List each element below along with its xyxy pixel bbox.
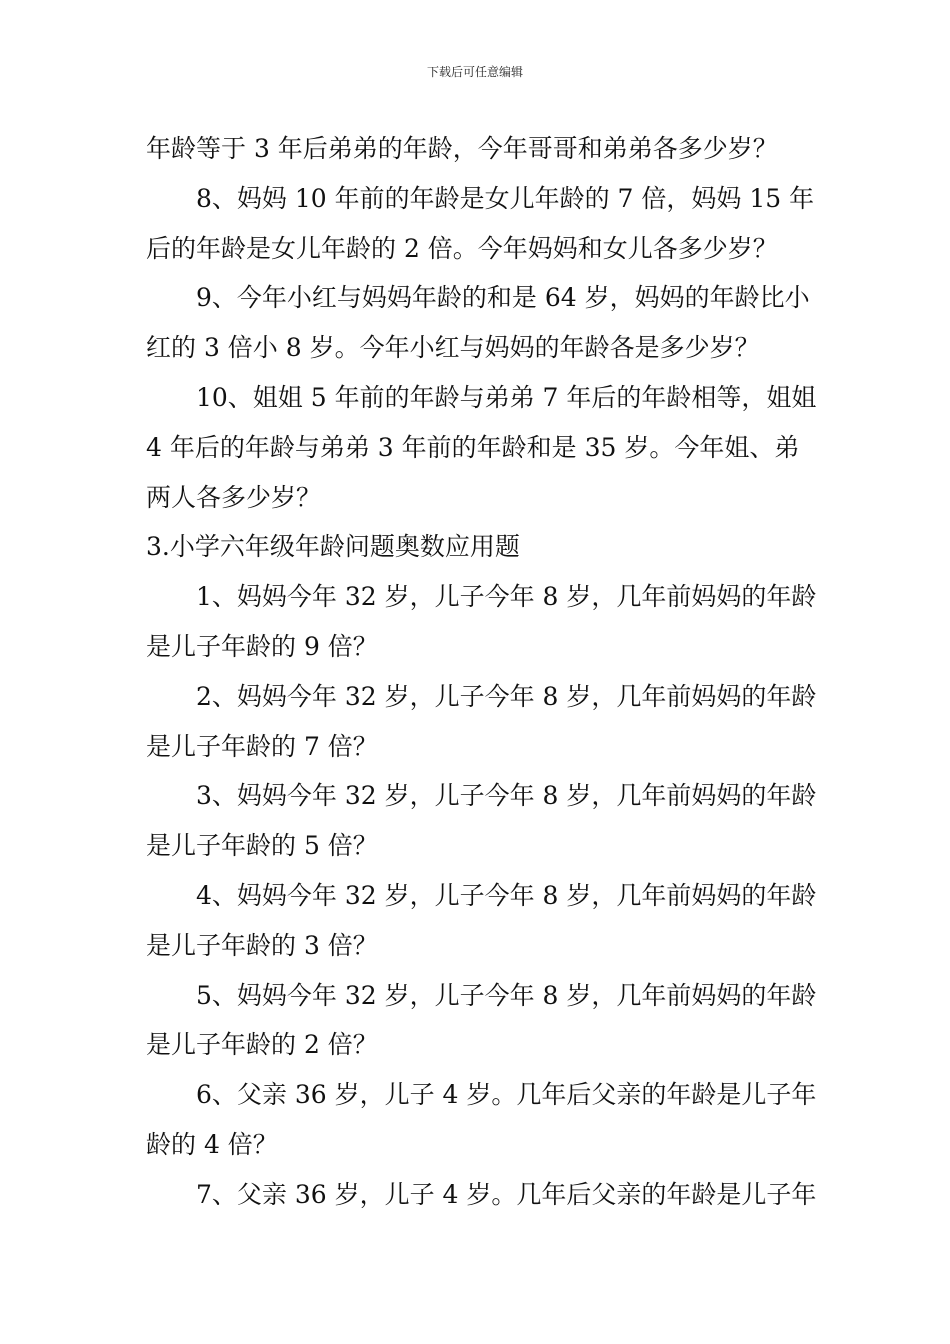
text-line: 7、父亲 36 岁，儿子 4 岁。几年后父亲的年龄是儿子年 [196, 1179, 817, 1209]
text-line: 3、妈妈今年 32 岁，儿子今年 8 岁，几年前妈妈的年龄 [196, 781, 817, 811]
text-line: 6、父亲 36 岁，儿子 4 岁。几年后父亲的年龄是儿子年 [196, 1080, 817, 1110]
text-line: 龄的 4 倍？ [146, 1129, 278, 1159]
text-line: 10、姐姐 5 年前的年龄与弟弟 7 年后的年龄相等，姐姐 [196, 382, 817, 412]
text-line: 4、妈妈今年 32 岁，儿子今年 8 岁，几年前妈妈的年龄 [196, 880, 817, 910]
text-line: 5、妈妈今年 32 岁，儿子今年 8 岁，几年前妈妈的年龄 [196, 980, 817, 1010]
page-header: 下载后可任意编辑 [426, 65, 523, 79]
text-line: 后的年龄是女儿年龄的 2 倍。今年妈妈和女儿各多少岁？ [146, 233, 778, 263]
text-line: 红的 3 倍小 8 岁。今年小红与妈妈的年龄各是多少岁？ [146, 333, 760, 363]
text-line: 是儿子年龄的 9 倍？ [146, 631, 378, 661]
text-line: 1、妈妈今年 32 岁，儿子今年 8 岁，几年前妈妈的年龄 [196, 582, 817, 612]
text-line: 4 年后的年龄与弟弟 3 年前的年龄和是 35 岁。今年姐、弟 [146, 432, 800, 462]
text-line: 2、妈妈今年 32 岁，儿子今年 8 岁，几年前妈妈的年龄 [196, 681, 817, 711]
text-line: 8、妈妈 10 年前的年龄是女儿年龄的 7 倍，妈妈 15 年 [196, 183, 815, 213]
text-line: 两人各多少岁？ [146, 482, 322, 512]
text-line: 年龄等于 3 年后弟弟的年龄，今年哥哥和弟弟各多少岁？ [146, 134, 778, 163]
document-body [146, 124, 817, 1220]
text-line: 是儿子年龄的 2 倍？ [146, 1030, 378, 1060]
text-line: 是儿子年龄的 3 倍？ [146, 930, 378, 960]
text-line: 是儿子年龄的 5 倍？ [146, 831, 378, 861]
text-line: 9、今年小红与妈妈年龄的和是 64 岁，妈妈的年龄比小 [196, 283, 810, 313]
text-line: 3.小学六年级年龄问题奥数应用题 [146, 532, 520, 562]
text-line: 是儿子年龄的 7 倍？ [146, 731, 378, 761]
